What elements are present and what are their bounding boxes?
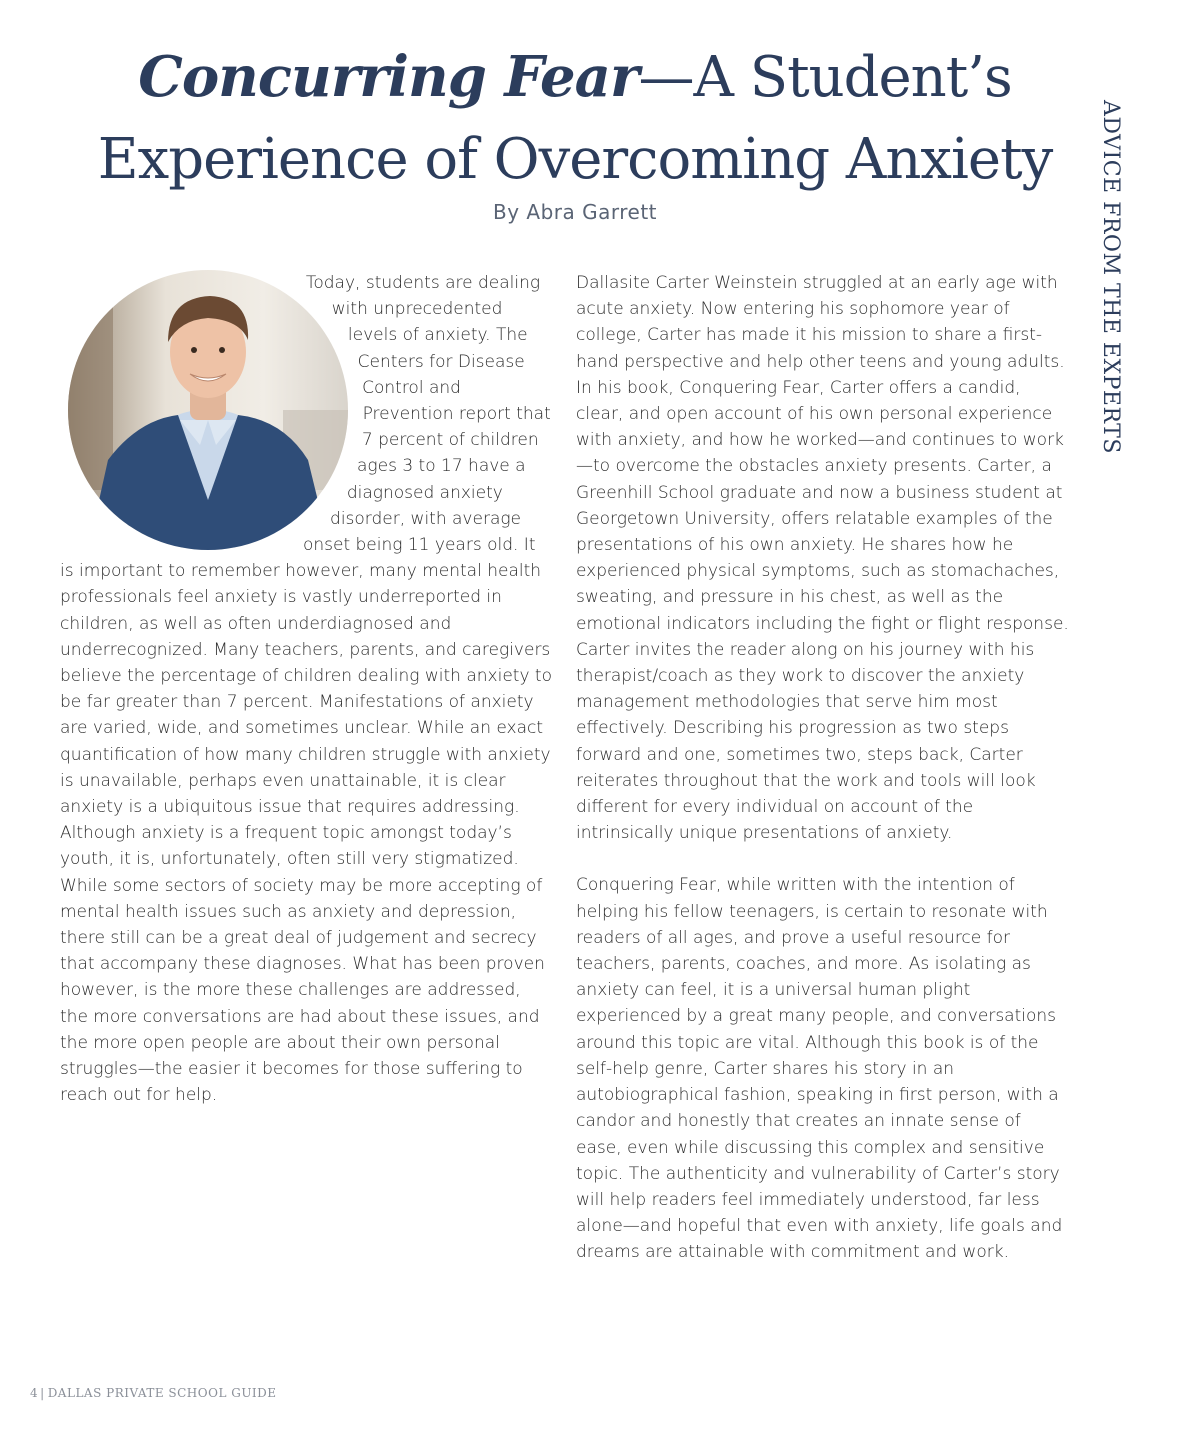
title-line2: Experience of Overcoming Anxiety <box>97 127 1053 192</box>
page-number: 4 <box>30 1386 39 1400</box>
footer-separator: | <box>40 1386 45 1400</box>
section-label: ADVICE FROM THE EXPERTS <box>1098 100 1123 454</box>
author-portrait <box>68 270 348 550</box>
publication-name: DALLAS PRIVATE SCHOOL GUIDE <box>47 1386 277 1400</box>
portrait-photo-icon <box>68 270 348 550</box>
right-column-paragraph-2: Conquering Fear, while written with the intention of helping his fellow teenagers, is certain to resonate with readers of all ages, and prove a useful resource for teachers, parents, coaches, and more. As isolating as anxiety can feel, it is a universal human plight experienced by a great many people, and conversations around this topic are vital. Although this book is of the self-help genre, Carter shares his story in an autobiographical fashion, speaking in first person, with a candor and honestly that creates an innate sense of ease, even while discussing this complex and sensitive topic. The authenticity and vulnerability of Carter’s story will help readers feel immediately understood, far less alone—and hopeful that even with anxiety, life goals and dreams are attainable with commitment and work. <box>576 875 1063 1263</box>
right-column-paragraph-1: Dallasite Carter Weinstein struggled at an early age with acute anxiety. Now entering his sophomore year of college, Carter has made it his mission to share a first-hand perspective and help other teens and young adults. In his book, Conquering Fear, Carter offers a candid, clear, and open account of his own personal experience with anxiety, and how he worked—and continues to work—to overcome the obstacles anxiety presents. Carter, a Greenhill School graduate and now a business student at Georgetown University, offers relatable examples of the presentations of his own anxiety. He shares how he experienced physical symptoms, such as stomachaches, sweating, and pressure in his chest, as well as the emotional indicators including the fight or flight response. Carter invites the reader along on his journey with his therapist/coach as they work to discover the anxiety management methodologies that serve him most effectively. Describing his progression as two steps forward and one, sometimes two, steps back, Carter reiterates throughout that the work and tools will look different for every individual on account of the intrinsically unique presentations of anxiety. <box>576 273 1069 844</box>
article-title <box>60 36 1090 201</box>
byline: By Abra Garrett <box>492 200 658 224</box>
left-column <box>60 270 552 1109</box>
right-column <box>576 270 1071 1266</box>
left-column-paragraph: Today, students are dealing with unprecedented levels of anxiety. The Centers for Disease Control and Prevention report that 7 percent of children ages 3 to 17 have a diagnosed anxiety disorder, with average onset being 11 years old. It is important to remember however, many mental health professionals feel anxiety is vastly underreported in children, as well as often underdiagnosed and underrecognized. Many teachers, parents, and caregivers believe the percentage of children dealing with anxiety to be far greater than 7 percent. Manifestations of anxiety are varied, wide, and sometimes unclear. While an exact quantification of how many children struggle with anxiety is unavailable, perhaps even unattainable, it is clear anxiety is a ubiquitous issue that requires addressing. Although anxiety is a frequent topic amongst today’s youth, it is, unfortunately, often still very stigmatized. While some sectors of society may be more accepting of mental health issues such as anxiety and depression, there still can be a great deal of judgement and secrecy that accompany these diagnoses. What has been proven however, is the more these challenges are addressed, the more conversations are had about these issues, and the more open people are about their own personal struggles—the easier it becomes for those suffering to reach out for help. <box>60 273 552 1106</box>
title-rest-line1: —A Student’s <box>638 45 1012 110</box>
title-emphasis: Concurring Fear <box>138 44 639 110</box>
page-footer <box>30 1386 277 1400</box>
